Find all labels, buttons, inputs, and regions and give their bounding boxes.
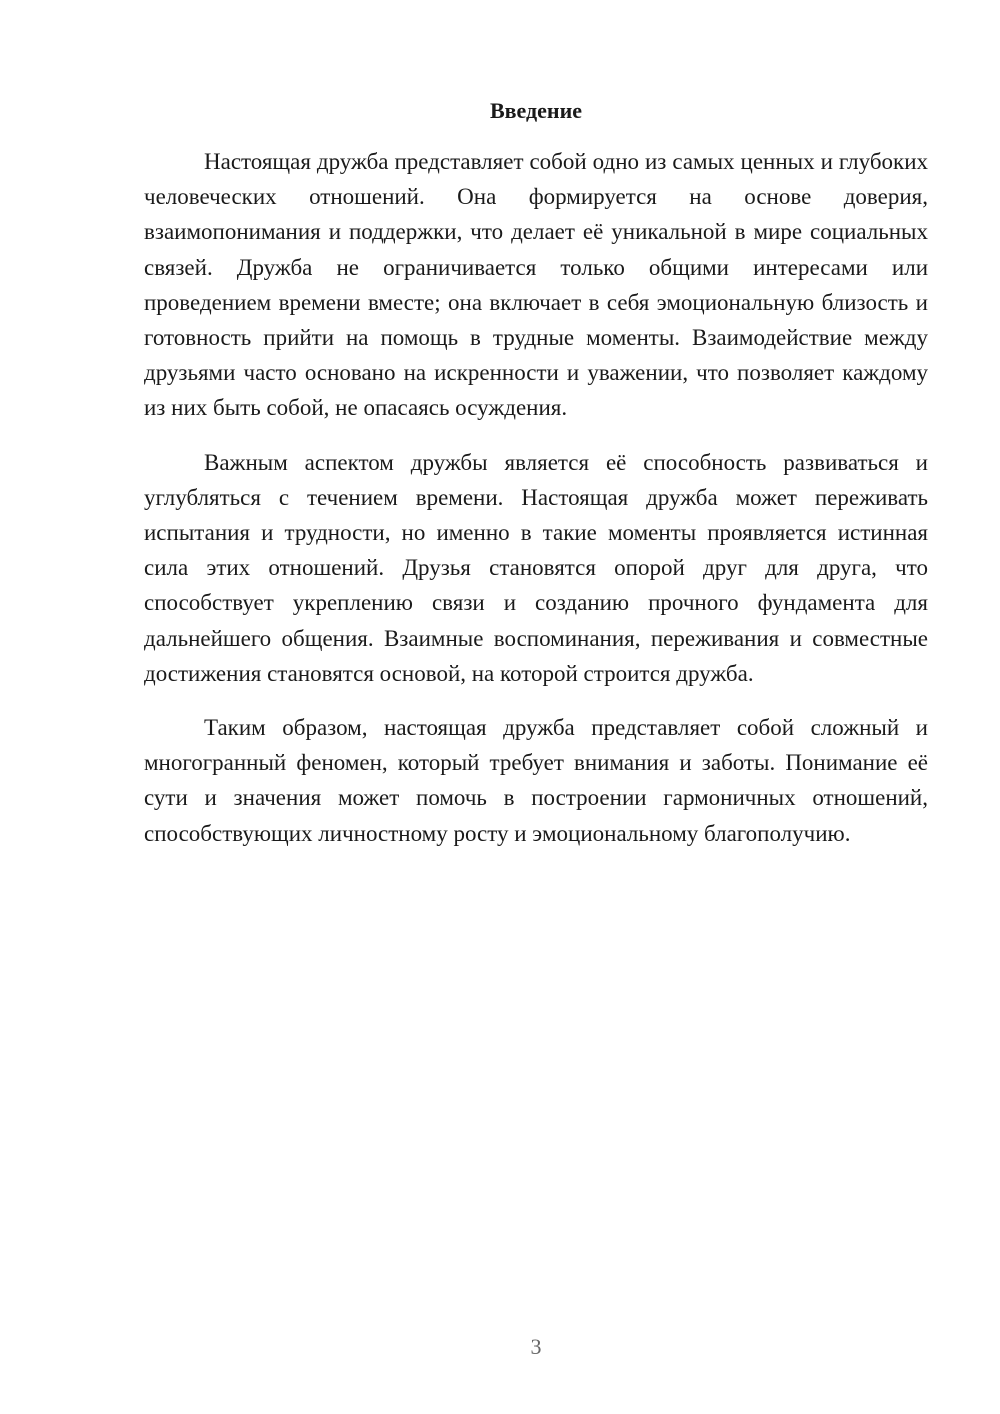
paragraph-3: Таким образом, настоящая дружба представляет собой сложный и многогранный феномен, который требует внимания и заботы. Понимание её сути и значения может помочь в построении гармоничных отношений, способствующих личностному росту и эмоциональному благополучию. [144,715,928,846]
page-content [144,96,928,870]
section-heading: Введение [489,98,583,123]
paragraph-1: Настоящая дружба представляет собой одно из самых ценных и глубоких человеческих отношений. Она формируется на основе доверия, взаимопонимания и поддержки, что делает её уникальной в мире социальных связей. Дружба не ограничивается только общими интересами или проведением времени вместе; она включает в себя эмоциональную близость и готовность прийти на помощь в трудные моменты. Взаимодействие между друзьями часто основано на искренности и уважении, что позволяет каждому из них быть собой, не опасаясь осуждения. [144,149,928,421]
page-number: 3 [530,1334,542,1359]
paragraph-2: Важным аспектом дружбы является её способность развиваться и углубляться с течением времени. Настоящая дружба может переживать испытания и трудности, но именно в такие моменты проявляется истинная сила этих отношений. Друзья становятся опорой друг для друга, что способствует укреплению связи и созданию прочного фундамента для дальнейшего общения. Взаимные воспоминания, переживания и совместные достижения становятся основой, на которой строится дружба. [144,449,928,686]
